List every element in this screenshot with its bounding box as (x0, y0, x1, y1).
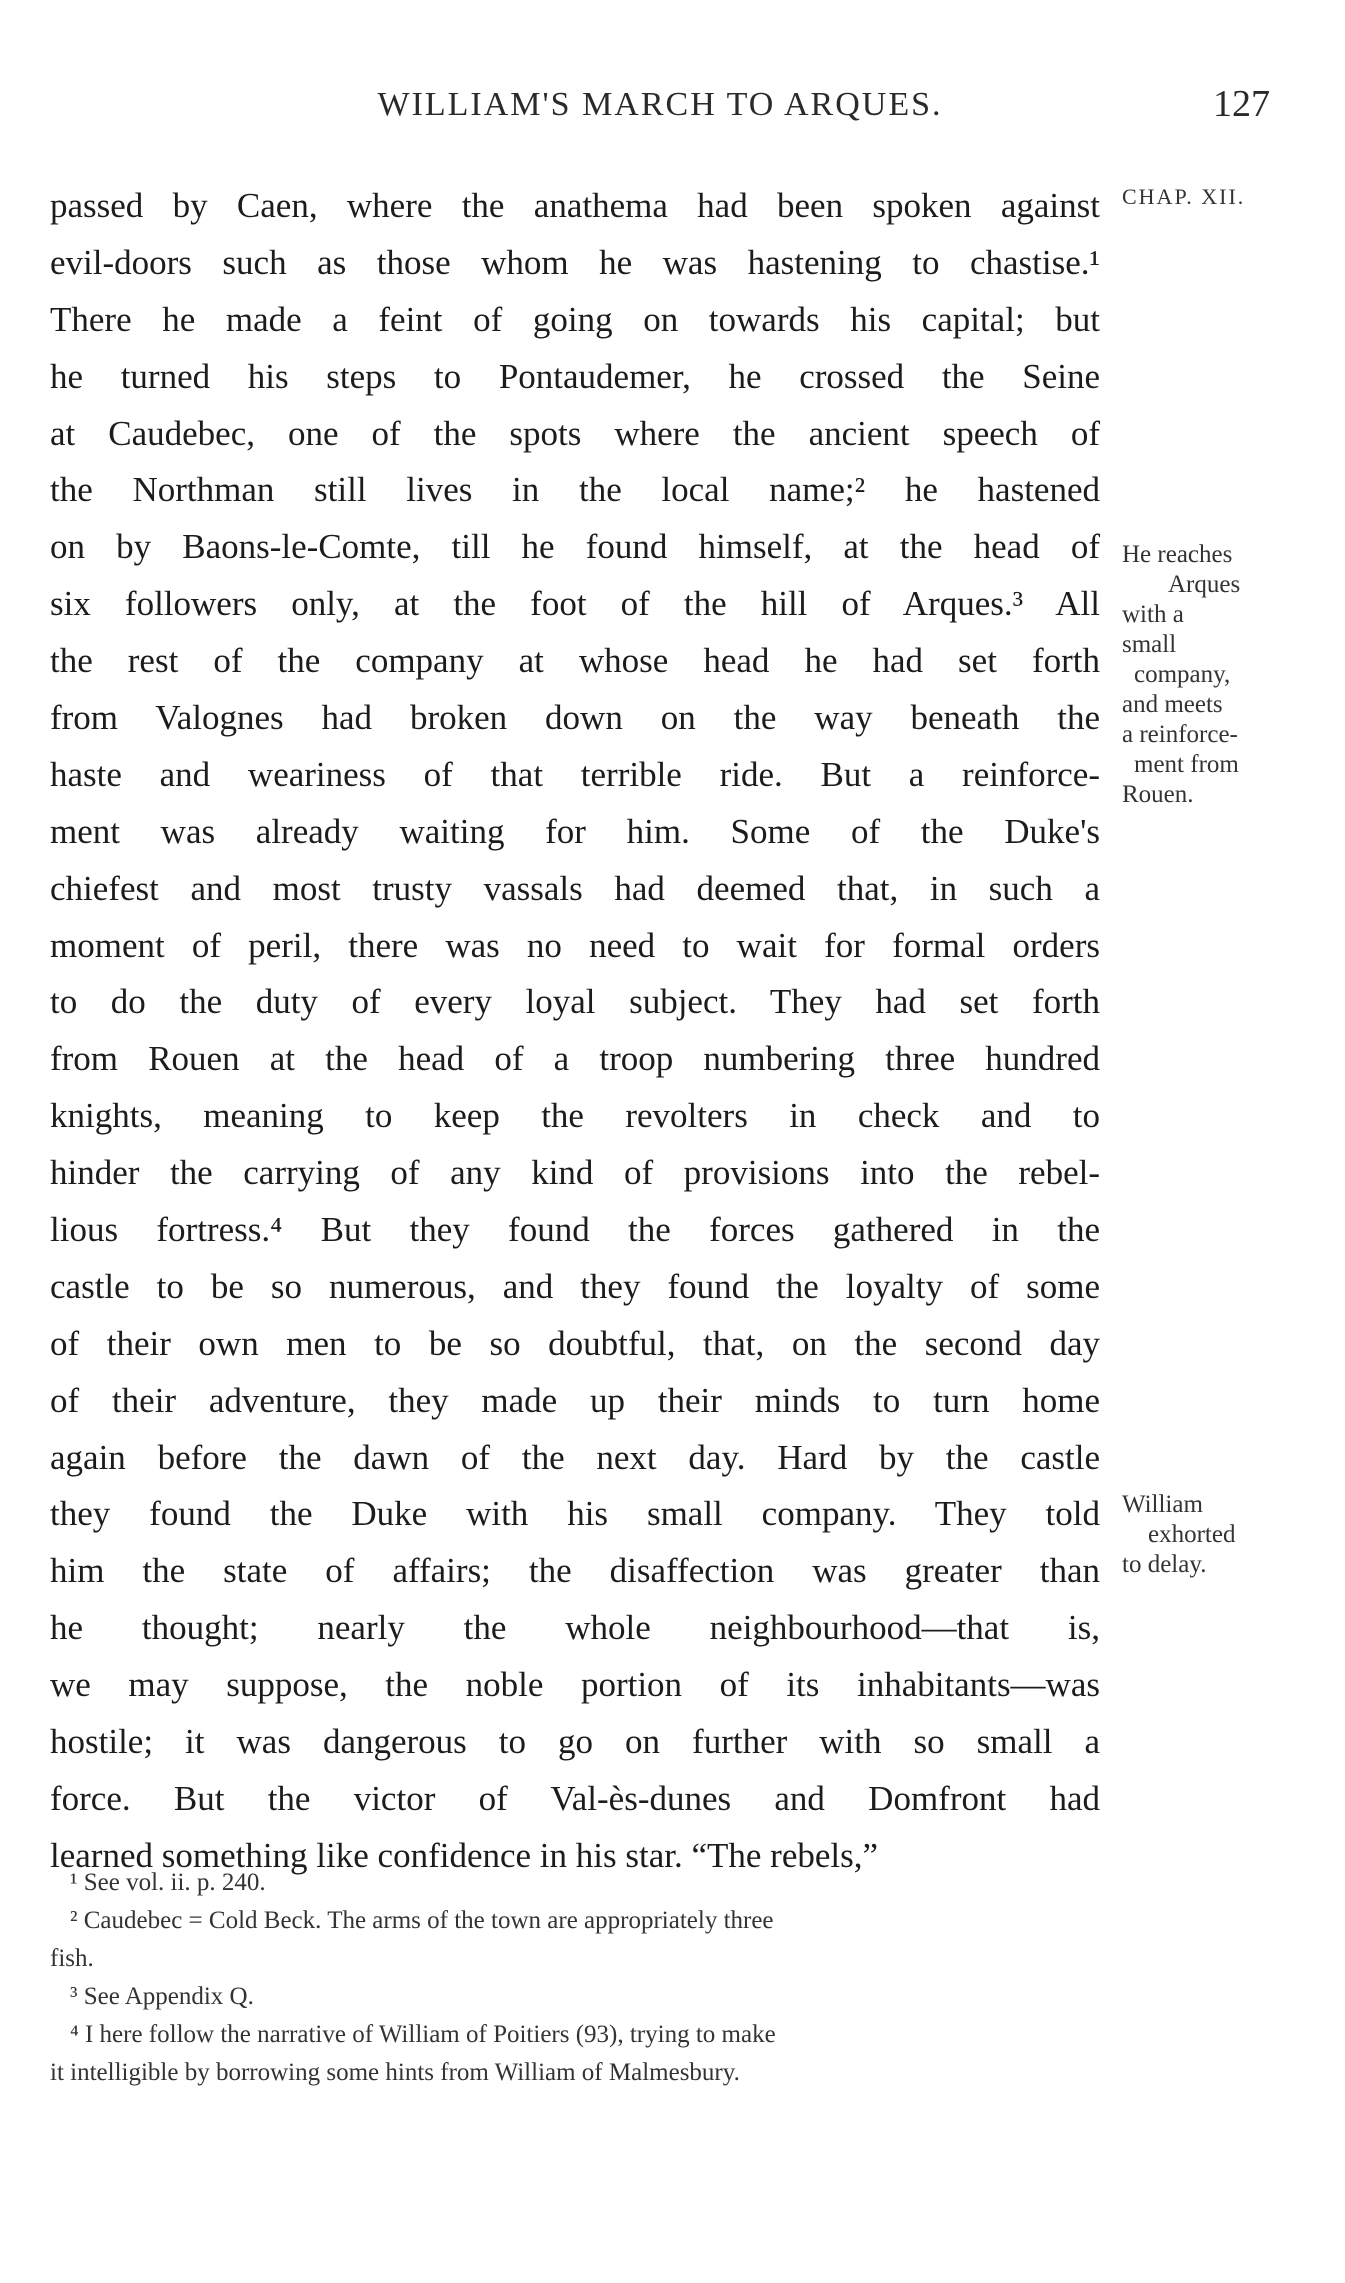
footnote: ³ See Appendix Q. (70, 1983, 254, 2010)
footnote: fish. (50, 1945, 94, 1972)
text-line: passed by Caen, where the anathema had been spoken against (50, 186, 1100, 225)
text-line: castle to be so numerous, and they found the loyalty of some (50, 1266, 1100, 1306)
text-line: evil-doors such as those whom he was hastening to chastise.¹ (50, 242, 1100, 282)
text-line: to do the duty of every loyal subject. They had set forth (50, 982, 1100, 1022)
text-line: of their adventure, they made up their minds to turn home (50, 1380, 1100, 1420)
footnote: ² Caudebec = Cold Beck. The arms of the town are appropriately three (70, 1907, 774, 1934)
text-line: on by Baons-le-Comte, till he found himself, at the head of (50, 527, 1100, 567)
margin-note-line: to delay. (1122, 1551, 1207, 1578)
footnote: ⁴ I here follow the narrative of William of Poitiers (93), trying to make (70, 2021, 776, 2048)
text-line: six followers only, at the foot of the hill of Arques.³ All (50, 584, 1100, 624)
text-line: lious fortress.⁴ But they found the forces gathered in the (50, 1210, 1100, 1250)
text-line: learned something like confidence in his star. “The rebels,” (50, 1835, 879, 1875)
running-head: WILLIAM'S MARCH TO ARQUES. (377, 86, 943, 123)
text-line: ment was already waiting for him. Some of the Duke's (50, 811, 1100, 851)
margin-note-line: CHAP. XII. (1122, 184, 1246, 209)
margin-note-line: small (1122, 631, 1177, 658)
text-line: hinder the carrying of any kind of provisions into the rebel- (50, 1153, 1100, 1193)
text-line: again before the dawn of the next day. Hard by the castle (50, 1437, 1100, 1477)
margin-note-chapter (1122, 182, 1312, 212)
text-line: from Rouen at the head of a troop numbering three hundred (50, 1039, 1100, 1079)
footnote: ¹ See vol. ii. p. 240. (70, 1869, 266, 1896)
text-line: we may suppose, the noble portion of its inhabitants—was (50, 1665, 1100, 1705)
text-line: force. But the victor of Val-ès-dunes and Domfront had (50, 1778, 1100, 1818)
margin-note-line: and meets (1122, 691, 1223, 718)
footnotes (50, 1864, 1100, 2092)
margin-note-delay (1122, 1490, 1312, 1580)
text-line: from Valognes had broken down on the way beneath the (50, 698, 1100, 738)
text-line: the rest of the company at whose head he had set forth (50, 641, 1100, 681)
margin-note-line: William (1122, 1491, 1203, 1518)
margin-note-line: He reaches (1122, 541, 1233, 568)
margin-note-line: with a (1122, 601, 1184, 628)
text-line: he turned his steps to Pontaudemer, he crossed the Seine (50, 356, 1100, 396)
text-line: of their own men to be so doubtful, that, on the second day (50, 1323, 1100, 1363)
text-line: moment of peril, there was no need to wait for formal orders (50, 925, 1100, 965)
margin-note-line: Arques (1168, 571, 1241, 598)
margin-note-line: Rouen. (1122, 781, 1194, 808)
margin-note-line: ment from (1134, 751, 1239, 778)
margin-note-line: a reinforce- (1122, 721, 1238, 748)
text-line: haste and weariness of that terrible ride. But a reinforce- (50, 754, 1100, 794)
text-line: they found the Duke with his small company. They told (50, 1494, 1100, 1534)
text-line: at Caudebec, one of the spots where the ancient speech of (50, 413, 1100, 453)
page-number: 127 (1213, 83, 1270, 125)
page-header (50, 78, 1270, 138)
text-line: hostile; it was dangerous to go on further with so small a (50, 1722, 1100, 1762)
text-line: him the state of affairs; the disaffection was greater than (50, 1551, 1100, 1591)
text-line: There he made a feint of going on towards his capital; but (50, 299, 1100, 339)
text-line: he thought; nearly the whole neighbourhood—that is, (50, 1608, 1100, 1648)
text-line: chiefest and most trusty vassals had deemed that, in such a (50, 868, 1100, 908)
text-line: the Northman still lives in the local name;² he hastened (50, 470, 1100, 510)
footnote: it intelligible by borrowing some hints from William of Malmesbury. (50, 2059, 740, 2086)
body-text (50, 178, 1100, 1885)
text-line: knights, meaning to keep the revolters in check and to (50, 1096, 1100, 1136)
margin-note-arques (1122, 540, 1312, 810)
margin-note-line: company, (1134, 661, 1231, 688)
margin-note-line: exhorted (1148, 1521, 1236, 1548)
